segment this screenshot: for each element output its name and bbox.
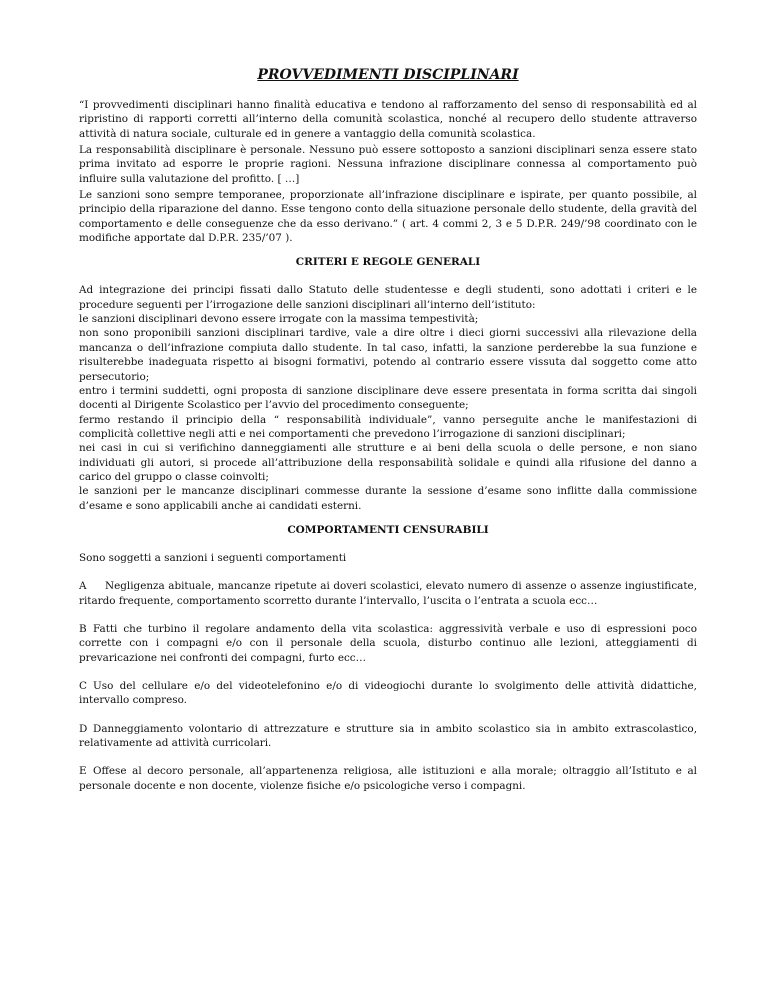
- behavior-text: Uso del cellulare e/o del videotelefonino e/o di videogiochi durante lo svolgimento delle attività didattiche, intervallo compreso.: [79, 680, 697, 707]
- criteria-paragraph-7: le sanzioni per le mancanze disciplinari commesse durante la sessione d’esame sono inflitte dalla commissione d’esame e sono applicabili anche ai candidati esterni.: [79, 485, 697, 512]
- criteria-paragraph-6: nei casi in cui si verifichino danneggiamenti alle strutture e ai beni della scuola o delle persone, e non siano individuati gli autori, si procede all’attribuzione della responsabilità solidale e quindi alla rifusione del danno a carico del gruppo o classe coinvolti;: [79, 442, 697, 483]
- criteria-paragraph-5: fermo restando il principio della “ responsabilità individuale”, vanno perseguite anche le manifestazioni di complicità collettive negli atti e nei comportamenti che prevedono l’irrogazione di sanzioni disciplinari;: [79, 413, 697, 440]
- criteria-paragraph-1: Ad integrazione dei principi fissati dallo Statuto delle studentesse e degli studenti, sono adottati i criteri e le procedure seguenti per l’irrogazione delle sanzioni disciplinari all’interno dell’istituto:: [79, 284, 697, 311]
- behavior-item-b: [79, 622, 697, 665]
- behaviors-section-title: COMPORTAMENTI CENSURABILI: [287, 523, 489, 536]
- behaviors-intro: Sono soggetti a sanzioni i seguenti comportamenti: [79, 551, 347, 564]
- criteria-paragraph-3: non sono proponibili sanzioni disciplinari tardive, vale a dire oltre i dieci giorni successivi alla rilevazione della mancanza o dell’infrazione compiuta dallo studente. In tal caso, infatti, la sanzione perderebbe la sua funzione e risulterebbe inadeguata rispetto ai bisogni formativi, potendo al contrario essere vissuta dal soggetto come atto persecutorio;: [79, 327, 697, 383]
- criteria-section: [79, 283, 697, 513]
- document-content: [79, 66, 697, 807]
- behavior-letter: A: [79, 580, 87, 593]
- behavior-text: Offese al decoro personale, all’appartenenza religiosa, alle istituzioni e alla morale; oltraggio all’Istituto e al personale docente e non docente, violenze fisiche e/o psicologiche verso i compagni.: [79, 765, 697, 792]
- intro-paragraph-1: “I provvedimenti disciplinari hanno finalità educativa e tendono al rafforzamento del senso di responsabilità ed al ripristino di rapporti corretti all’interno della comunità scolastica, nonché al recupero dello studente attraverso attività di natura sociale, culturale ed in genere a vantaggio della comunità scolastica.: [79, 99, 697, 140]
- behavior-letter: D: [79, 722, 88, 735]
- behavior-item-a: [79, 579, 697, 608]
- criteria-paragraph-2: le sanzioni disciplinari devono essere irrogate con la massima tempestività;: [79, 313, 479, 326]
- behavior-item-d: [79, 722, 697, 751]
- behavior-item-e: [79, 764, 697, 793]
- intro-section: [79, 98, 697, 245]
- behavior-text: Negligenza abituale, mancanze ripetute ai doveri scolastici, elevato numero di assenze o assenze ingiustificate, ritardo frequente, comportamento scorretto durante l’intervallo, l’uscita o l’entrata a scuola ecc…: [79, 580, 697, 607]
- intro-paragraph-2: La responsabilità disciplinare è personale. Nessuno può essere sottoposto a sanzioni disciplinari senza essere stato prima invitato ad esporre le proprie ragioni. Nessuna infrazione disciplinare connessa al comportamento può influire sulla valutazione del profitto. [ …]: [79, 144, 697, 185]
- behavior-text: Fatti che turbino il regolare andamento della vita scolastica: aggressività verbale e uso di espressioni poco corrette con i compagni e/o con il personale della scuola, disturbo continuo alle lezioni, atteggiamenti di prevaricazione nei confronti dei compagni, furto ecc…: [79, 622, 697, 664]
- behavior-letter: C: [79, 680, 87, 692]
- behavior-letter: E: [79, 765, 87, 778]
- behaviors-section: [79, 551, 697, 793]
- behavior-text: Danneggiamento volontario di attrezzature e strutture sia in ambito scolastico sia in ambito extrascolastico, relativamente ad attività curricolari.: [79, 722, 697, 750]
- intro-paragraph-3: Le sanzioni sono sempre temporanee, proporzionate all’infrazione disciplinare e ispirate, per quanto possibile, al principio della riparazione del danno. Esse tengono conto della situazione personale dello studente, della gravità del comportamento e delle conseguenze che da esso derivano.” ( art. 4 commi 2, 3 e 5 D.P.R. 249/’98 coordinato con le modifiche apportate dal D.P.R. 235/’07 ).: [79, 189, 697, 245]
- document-title: PROVVEDIMENTI DISCIPLINARI: [257, 67, 519, 83]
- behavior-letter: B: [79, 622, 87, 635]
- criteria-section-title: CRITERI E REGOLE GENERALI: [295, 256, 481, 269]
- behavior-item-c: [79, 679, 697, 708]
- criteria-paragraph-4: entro i termini suddetti, ogni proposta di sanzione disciplinare deve essere presentata in forma scritta dai singoli docenti al Dirigente Scolastico per l’avvio del procedimento conseguente;: [79, 384, 697, 412]
